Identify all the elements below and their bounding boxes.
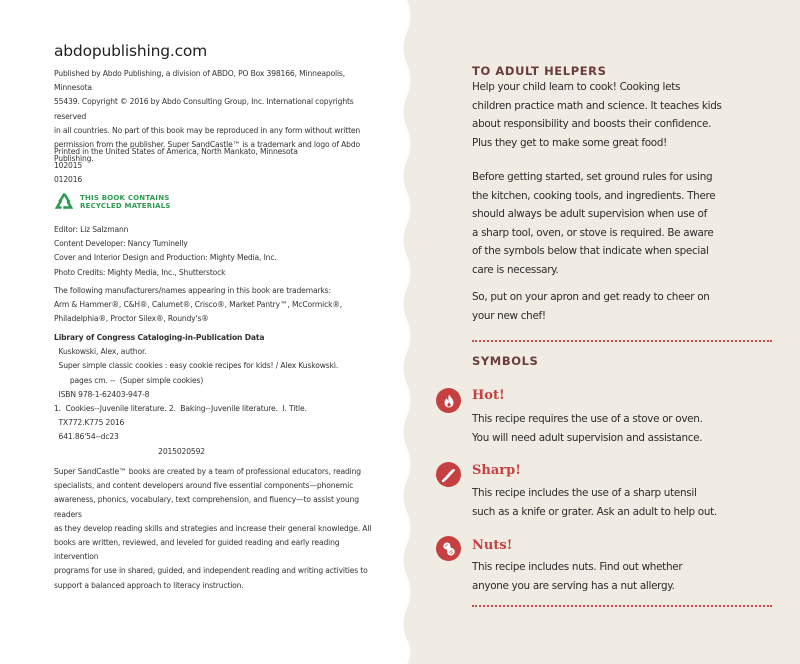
text-line: Publishing. [54,154,94,164]
text-line: Super simple classic cookies : easy cookie recipes for kids! / Alex Kuskowski. [54,361,339,371]
knife-glyph [440,466,458,484]
dotted-divider [472,340,772,342]
text-line: Arm & Hammer®, C&H®, Calumet®, Crisco®, Market Pantry™, McCormick®, [54,300,343,310]
text-line: TX772.K775 2016 [54,418,125,428]
cataloging-title: Library of Congress Cataloging-in-Publication Data [54,333,265,342]
text-line: Content Developer: Nancy Tuminelly [54,239,188,249]
peanut-glyph [440,540,458,558]
text-line: Published by Abdo Publishing, a division of ABDO, PO Box 398166, Minneapolis, Minnesota [54,69,345,93]
symbol-title-nuts: Nuts! [472,538,513,553]
text-line: should always be adult supervision when use of [472,208,707,221]
adult-helpers-heading: TO ADULT HELPERS [472,64,607,78]
adult-paragraph-2 [472,168,762,280]
text-line: pages cm. -- (Super simple cookies) [54,375,204,385]
text-line: RECYCLED MATERIALS [80,202,171,210]
text-line: as they develop reading skills and strategies and increase their general knowledge. All [54,523,372,533]
recycled-materials-badge [54,192,171,212]
knife-icon [436,462,461,487]
text-line: So, put on your apron and get ready to cheer on [472,291,710,303]
printing-info [54,145,384,188]
text-line: of the symbols below that indicate when special [472,245,709,258]
text-line: about responsibility and boosts their confidence. [472,118,712,131]
text-line: children practice math and science. It teaches kids [472,99,722,112]
text-line: Editor: Liz Salzmann [54,225,129,234]
text-line: a sharp tool, oven, or stove is required. Be aware [472,226,714,239]
symbols-heading: SYMBOLS [472,354,539,368]
text-line: 2015020592 [54,446,205,456]
symbol-title-hot: Hot! [472,388,505,403]
text-line: 641.86'54--dc23 [54,432,119,442]
trademarks [54,284,384,327]
text-line: THIS BOOK CONTAINS [80,193,170,202]
cataloging-data [54,331,384,459]
text-line: ISBN 978-1-62403-947-8 [54,389,150,399]
text-line: in all countries. No part of this book may be reproduced in any form without written [54,125,361,135]
symbol-description-hot [472,410,762,447]
adult-paragraph-1 [472,78,762,152]
text-line: Super SandCastle™ books are created by a team of professional educators, reading [54,467,361,476]
recycle-icon [54,192,74,212]
text-line: This recipe requires the use of a stove or oven. [472,413,703,425]
text-line: awareness, phonics, vocabulary, text comprehension, and fluency—to assist young readers [54,495,359,519]
recycle-label [80,194,171,211]
text-line: Photo Credits: Mighty Media, Inc., Shutterstock [54,267,226,277]
text-line: Cover and Interior Design and Production: Mighty Media, Inc. [54,253,277,263]
text-line: books are written, reviewed, and leveled for guided reading and early reading intervention [54,538,340,562]
text-line: support a balanced approach to literacy instruction. [54,580,244,590]
text-line: The following manufacturers/names appearing in this book are trademarks: [54,286,331,295]
text-line: anyone you are serving has a nut allergy. [472,579,675,592]
credits [54,223,384,280]
adult-paragraph-3 [472,288,762,325]
text-line: 55439. Copyright © 2016 by Abdo Consulting Group, Inc. International copyrights reserved [54,97,354,121]
text-line: This recipe includes the use of a sharp utensil [472,487,697,499]
text-line: Plus they get to make some great food! [472,136,667,149]
text-line: 102015 [54,161,83,171]
symbol-description-nuts [472,558,762,595]
text-line: Help your child learn to cook! Cooking lets [472,81,681,93]
text-line: such as a knife or grater. Ask an adult to help out. [472,505,717,518]
text-line: 012016 [54,175,83,185]
peanut-icon [436,536,461,561]
text-line: Before getting started, set ground rules for using [472,171,713,183]
publisher-website: abdopublishing.com [54,42,208,60]
dotted-divider [472,605,772,607]
text-line: your new chef! [472,309,546,322]
text-line: specialists, and content developers around five essential components—phonemic [54,481,354,491]
flame-glyph [441,393,457,409]
symbol-description-sharp [472,484,762,521]
text-line: care is necessary. [472,263,559,276]
text-line: Printed in the United States of America, North Mankato, Minnesota [54,147,298,156]
text-line: programs for use in shared, guided, and independent reading and writing activities to [54,566,368,576]
text-line: You will need adult supervision and assistance. [472,431,703,444]
symbol-title-sharp: Sharp! [472,463,521,478]
text-line: Kuskowski, Alex, author. [54,347,147,357]
flame-icon [436,388,461,413]
text-line: the kitchen, cooking tools, and ingredients. There [472,189,716,202]
text-line: Philadelphia®, Proctor Silex®, Roundy's® [54,314,209,324]
text-line: 1. Cookies--Juvenile literature. 2. Baking--Juvenile literature. I. Title. [54,404,307,414]
text-line: This recipe includes nuts. Find out whether [472,561,683,573]
about-series [54,465,379,593]
text-line: permission from the publisher. Super SandCastle™ is a trademark and logo of Abdo [54,140,360,150]
